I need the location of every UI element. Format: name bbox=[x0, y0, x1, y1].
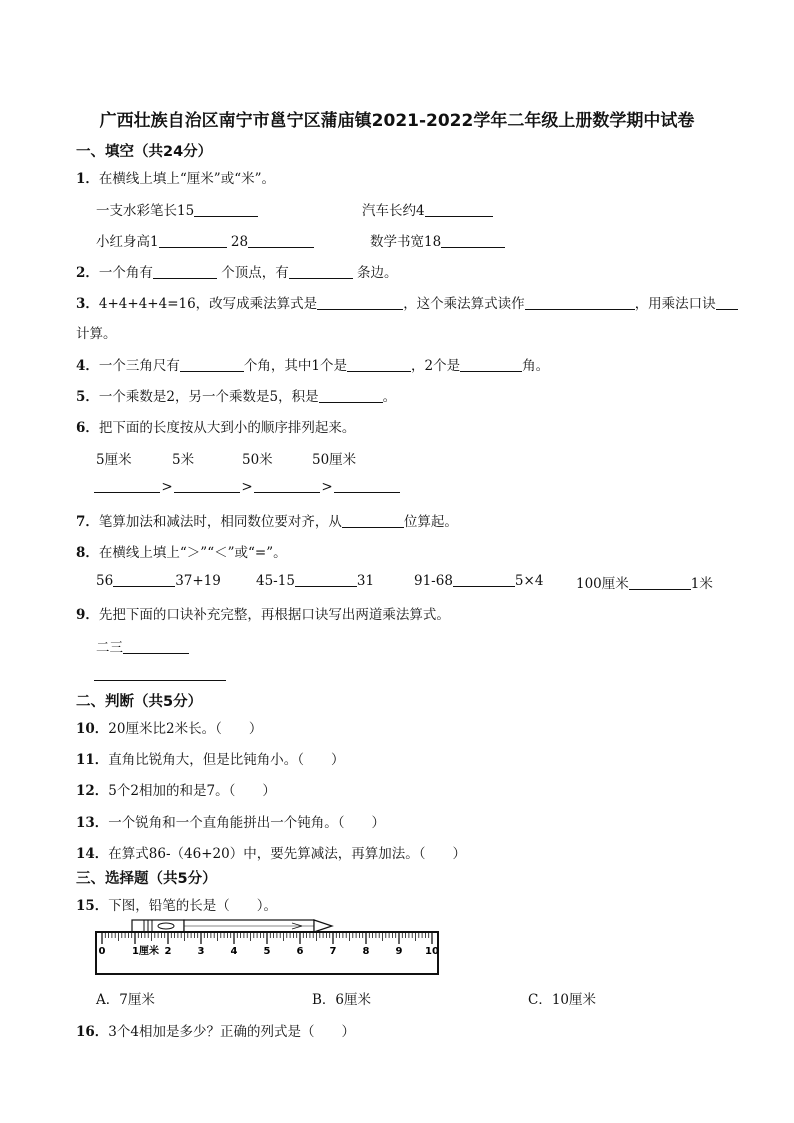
pencil-icon bbox=[132, 920, 332, 932]
answer-blank[interactable] bbox=[460, 357, 522, 372]
question-7 bbox=[76, 510, 458, 530]
question-13 bbox=[76, 811, 385, 831]
mnemonic-text: 二三 bbox=[96, 640, 123, 656]
q15-option-b[interactable]: B．6厘米 bbox=[312, 992, 372, 1008]
answer-blank[interactable] bbox=[153, 264, 217, 279]
q6-item-4: 50厘米 bbox=[312, 452, 357, 468]
question-number: 13． bbox=[76, 815, 109, 831]
greater-than-sign: > bbox=[161, 479, 173, 495]
question-12 bbox=[76, 779, 276, 799]
compare-right: 5×4 bbox=[514, 573, 544, 589]
question-6 bbox=[76, 416, 355, 436]
question-number: 14． bbox=[76, 846, 109, 862]
ruler-label: 1厘米 bbox=[132, 946, 159, 957]
greater-than-sign: > bbox=[321, 479, 333, 495]
answer-blank[interactable] bbox=[180, 357, 244, 372]
question-2 bbox=[76, 261, 398, 281]
question-text: 下图，铅笔的长是（ ）。 bbox=[108, 898, 278, 914]
q8-compare-2 bbox=[256, 572, 374, 589]
question-text: ，这个乘法算式读作 bbox=[403, 296, 525, 312]
question-text: 一个乘数是2，另一个乘数是5，积是 bbox=[98, 389, 319, 405]
item-text: 一支水彩笔长15 bbox=[96, 203, 195, 219]
answer-blank[interactable] bbox=[248, 233, 314, 248]
answer-blank[interactable] bbox=[425, 202, 493, 217]
question-text: 。 bbox=[382, 389, 397, 405]
q1-item-b bbox=[362, 199, 493, 219]
q1-item-a bbox=[96, 199, 258, 219]
compare-right: 31 bbox=[356, 573, 375, 589]
q9-mnemonic-row bbox=[96, 636, 189, 656]
question-text: 5个2相加的和是7。（ ） bbox=[108, 783, 276, 799]
question-number: 4． bbox=[76, 358, 99, 374]
question-14 bbox=[76, 842, 466, 862]
question-4 bbox=[76, 354, 549, 374]
question-number: 7． bbox=[76, 514, 99, 530]
question-number: 8． bbox=[76, 545, 99, 561]
question-number: 16． bbox=[76, 1024, 109, 1040]
item-text: 汽车长约4 bbox=[362, 203, 425, 219]
compare-left: 91-68 bbox=[414, 573, 453, 589]
q6-item-2: 5米 bbox=[172, 452, 195, 468]
compare-left: 100厘米 bbox=[576, 576, 629, 592]
section-heading-choice: 三、选择题（共5分） bbox=[76, 871, 217, 887]
compare-left: 56 bbox=[96, 573, 114, 589]
q9-answer-row bbox=[94, 666, 226, 683]
question-number: 15． bbox=[76, 898, 109, 914]
ruler-label: 7 bbox=[329, 946, 337, 957]
question-text: 角。 bbox=[522, 358, 550, 374]
q8-compare-3 bbox=[414, 572, 543, 589]
compare-right: 1米 bbox=[690, 576, 713, 592]
question-text: 把下面的长度按从大到小的顺序排列起来。 bbox=[98, 420, 356, 436]
question-text: 直角比锐角大，但是比钝角小。（ ） bbox=[108, 752, 345, 768]
question-text: 位算起。 bbox=[403, 514, 458, 530]
answer-blank[interactable] bbox=[629, 575, 691, 590]
answer-blank[interactable] bbox=[174, 478, 240, 493]
answer-blank[interactable] bbox=[317, 295, 403, 310]
question-3 bbox=[76, 292, 738, 312]
question-number: 2． bbox=[76, 265, 99, 281]
q6-item-1: 5厘米 bbox=[96, 452, 132, 468]
answer-blank[interactable] bbox=[159, 233, 227, 248]
question-text: 在横线上填上“＞”“＜”或“=”。 bbox=[98, 545, 287, 561]
question-5 bbox=[76, 385, 396, 405]
answer-blank[interactable] bbox=[453, 572, 515, 587]
q1-item-c bbox=[96, 230, 314, 250]
question-text: 20厘米比2米长。（ ） bbox=[108, 721, 263, 737]
q6-ordering-row bbox=[94, 478, 400, 495]
question-text: ，2个是 bbox=[411, 358, 461, 374]
q8-compare-4 bbox=[576, 572, 713, 592]
question-1 bbox=[76, 167, 275, 187]
answer-blank[interactable] bbox=[441, 233, 505, 248]
answer-blank[interactable] bbox=[334, 478, 400, 493]
question-8 bbox=[76, 541, 287, 561]
answer-blank[interactable] bbox=[289, 264, 353, 279]
answer-blank[interactable] bbox=[295, 572, 357, 587]
answer-blank[interactable] bbox=[194, 202, 258, 217]
answer-blank[interactable] bbox=[94, 666, 226, 681]
answer-blank[interactable] bbox=[716, 295, 738, 310]
question-text: 一个锐角和一个直角能拼出一个钝角。（ ） bbox=[108, 815, 386, 831]
question-number: 9． bbox=[76, 607, 99, 623]
question-text: 在算式86-（46+20）中，要先算减法，再算加法。（ ） bbox=[108, 846, 466, 862]
ruler-label: 6 bbox=[296, 946, 304, 957]
question-10 bbox=[76, 717, 262, 737]
question-number: 5． bbox=[76, 389, 99, 405]
page-title: 广西壮族自治区南宁市邕宁区蒲庙镇2021-2022学年二年级上册数学期中试卷 bbox=[99, 111, 695, 131]
ruler-label: 9 bbox=[395, 946, 403, 957]
question-number: 11． bbox=[76, 752, 109, 768]
ruler-label: 0 bbox=[98, 946, 106, 957]
ruler bbox=[96, 932, 439, 974]
answer-blank[interactable] bbox=[113, 572, 175, 587]
question-15 bbox=[76, 894, 277, 914]
answer-blank[interactable] bbox=[254, 478, 320, 493]
greater-than-sign: > bbox=[241, 479, 253, 495]
compare-right: 37+19 bbox=[175, 573, 221, 589]
q15-option-c[interactable]: C．10厘米 bbox=[528, 992, 597, 1008]
question-text: ，用乘法口诀 bbox=[634, 296, 716, 312]
question-text: 先把下面的口诀补充完整，再根据口诀写出两道乘法算式。 bbox=[98, 607, 450, 623]
question-3-cont: 计算。 bbox=[76, 326, 117, 342]
q15-option-a[interactable]: A．7厘米 bbox=[96, 992, 155, 1008]
question-text: 在横线上填上“厘米”或“米”。 bbox=[98, 171, 276, 187]
section-heading-fill-blank: 一、填空（共24分） bbox=[76, 144, 213, 160]
item-text: 28 bbox=[230, 234, 249, 250]
ruler-label: 8 bbox=[362, 946, 370, 957]
ruler-label: 5 bbox=[263, 946, 271, 957]
ruler-pencil-figure bbox=[92, 914, 442, 980]
question-text: 4+4+4+4=16，改写成乘法算式是 bbox=[98, 296, 318, 312]
question-text: 笔算加法和减法时，相同数位要对齐，从 bbox=[98, 514, 342, 530]
q6-item-3: 50米 bbox=[242, 452, 273, 468]
question-16 bbox=[76, 1020, 355, 1040]
answer-blank[interactable] bbox=[342, 513, 404, 528]
question-9 bbox=[76, 603, 450, 623]
item-text: 小红身高1 bbox=[96, 234, 159, 250]
question-text: 一个角有 bbox=[98, 265, 153, 281]
question-number: 6． bbox=[76, 420, 99, 436]
answer-blank[interactable] bbox=[123, 639, 189, 654]
q8-compare-1 bbox=[96, 572, 221, 589]
ruler-label: 10 bbox=[425, 946, 439, 957]
compare-left: 45-15 bbox=[256, 573, 295, 589]
answer-blank[interactable] bbox=[94, 478, 160, 493]
answer-blank[interactable] bbox=[525, 295, 635, 310]
item-text: 数学书宽18 bbox=[370, 234, 442, 250]
ruler-label: 3 bbox=[197, 946, 205, 957]
question-text: 个顶点，有 bbox=[221, 265, 289, 281]
question-text: 个角，其中1个是 bbox=[243, 358, 347, 374]
question-number: 1． bbox=[76, 171, 99, 187]
question-number: 3． bbox=[76, 296, 99, 312]
section-heading-judge: 二、判断（共5分） bbox=[76, 694, 203, 710]
question-11 bbox=[76, 748, 345, 768]
question-text: 3个4相加是多少？正确的列式是（ ） bbox=[108, 1024, 355, 1040]
question-number: 12． bbox=[76, 783, 109, 799]
question-number: 10． bbox=[76, 721, 109, 737]
q1-item-d bbox=[370, 230, 505, 250]
question-text: 条边。 bbox=[357, 265, 398, 281]
ruler-label: 4 bbox=[230, 946, 238, 957]
answer-blank[interactable] bbox=[347, 357, 411, 372]
ruler-label: 2 bbox=[164, 946, 172, 957]
answer-blank[interactable] bbox=[319, 388, 383, 403]
question-text: 一个三角尺有 bbox=[98, 358, 180, 374]
